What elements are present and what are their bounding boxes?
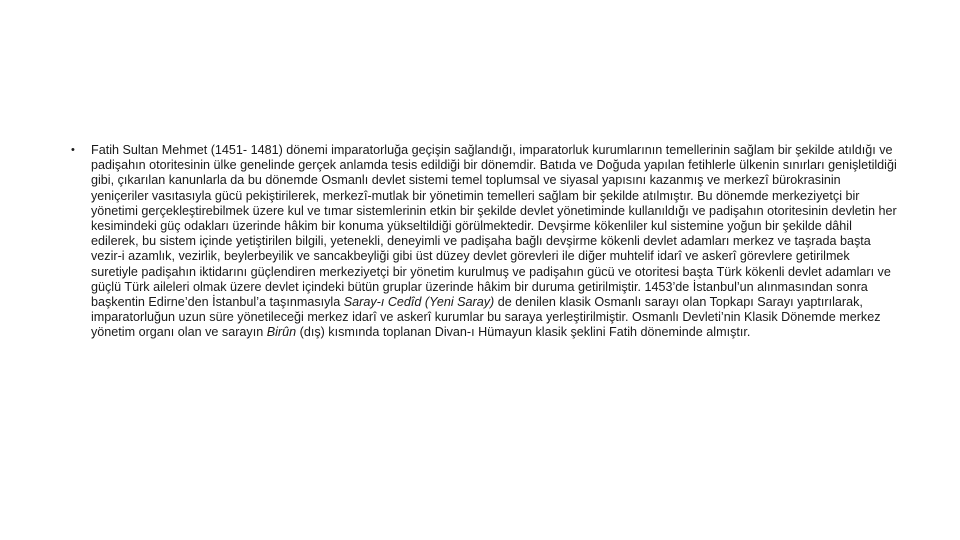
paragraph-italic-birun: Birûn <box>266 325 297 340</box>
bullet-list <box>68 143 898 341</box>
paragraph-part-1: Fatih Sultan Mehmet (1451- 1481) dönemi imparatorluğa geçişin sağlandığı, imparatorluk kurumlarının temellerinin sağlam bir şekilde atıldığı ve padişahın otoritesinin ülke genelinde gerçek anlamda tesis edildiği bir dönemdir. Batıda ve Doğuda yapılan fetihlerle ülkenin sınırları genişletildiği gibi, çıkarılan kanunlarla da bu dönemde Osmanlı devlet sistemi temel toplumsal ve siyasal yapısını kazanmış ve merkezî bürokrasinin yeniçeriler vasıtasıyla gücü pekiştirilerek, merkezî-mutlak bir yönetimin temelleri sağlam bir şekilde atılmıştır. Bu dönemde merkeziyetçi bir yönetimi gerçekleştirebilmek üzere kul ve tımar sistemlerinin etkin bir şekilde devlet yönetiminde kullanıldığı ve padişahın otoritesinin devletin her kesimindeki güç odakları üzerinde hâkim bir konuma yükseltildiği görülmektedir. Devşirme kökenliler kul sistemine yoğun bir şekilde dâhil edilerek, bu sistem içinde yetiştirilen bilgili, yetenekli, deneyimli ve padişaha bağlı devşirme kökenli devlet adamları merkez ve taşrada başta vezir-i azamlık, vezirlik, beylerbeyilik ve sancakbeyliği gibi üst düzey devlet görevleri ile diğer muhtelif idarî ve askerî görevlere getirilmek suretiyle padişahın iktidarını güçlendiren merkeziyetçi bir yönetim kurulmuş ve padişahın gücü ve otoritesi başta Türk kökenli devlet adamları ve güçlü Türk aileleri olmak üzere devlet içindeki bütün gruplar üzerinde hâkim bir duruma getirilmiştir. 1453’de İstanbul’un alınmasından sonra başkentin Edirne’den İstanbul’a taşınmasıyla <box>91 143 897 310</box>
paragraph-text <box>91 143 897 339</box>
bullet-item <box>68 143 898 341</box>
paragraph-part-2: de denilen klasik Osmanlı sarayı olan Topkapı Sarayı yaptırılarak, imparatorluğun uzun süre yönetileceği merkez idarî ve askerî kurumlar bu saraya yerleştirilmiştir. Osmanlı Devleti’nin Klasik Dönemde merkez yönetim organı olan ve sarayın <box>91 295 881 340</box>
bullet-icon: • <box>71 144 75 156</box>
paragraph-part-3: (dış) kısmında toplanan Divan-ı Hümayun klasik şeklini Fatih döneminde almıştır. <box>296 325 751 340</box>
paragraph-italic-saray-i-cedid: Saray-ı Cedîd (Yeni Saray) <box>343 295 495 310</box>
